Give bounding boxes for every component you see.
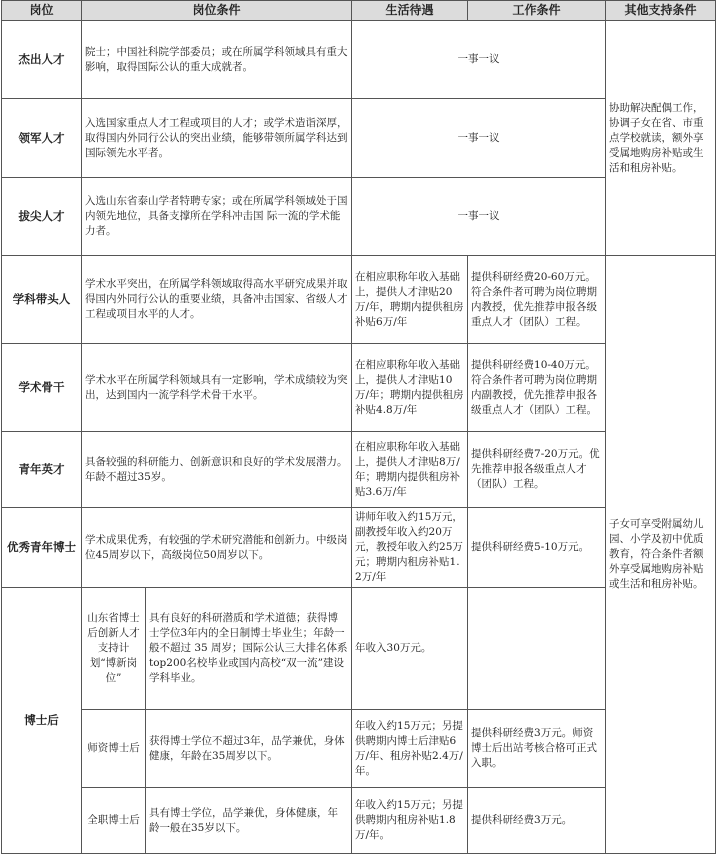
row-daitou (2, 256, 716, 344)
position-name: 学术骨干 (2, 344, 82, 432)
position-name: 学科带头人 (2, 256, 82, 344)
header-conditions: 岗位条件 (82, 1, 352, 21)
case-by-case: 一事一议 (352, 178, 606, 256)
header-row (2, 1, 716, 21)
position-name: 拔尖人才 (2, 178, 82, 256)
position-name: 领军人才 (2, 99, 82, 178)
living-benefit: 年收入30万元。 (352, 588, 468, 710)
position-condition: 具备较强的科研能力、创新意识和良好的学术发展潜力。年龄不超过35岁。 (82, 432, 352, 508)
living-benefit: 在相应职称年收入基础上，提供人才津贴8万/年；聘期内提供租房补贴3.6万/年 (352, 432, 468, 508)
position-condition: 入选山东省泰山学者特聘专家；或在所属学科领域处于国内领先地位，具备支撑所在学科冲击国 际一流的学术能力者。 (82, 178, 352, 256)
header-other: 其他支持条件 (606, 1, 716, 21)
header-work: 工作条件 (468, 1, 606, 21)
sub-position-name: 山东省博士后创新人才支持计划“博新岗位” (82, 588, 146, 710)
living-benefit: 年收入约15万元；另提供聘期内博士后津贴6万/年、租房补贴2.4万/年。 (352, 710, 468, 788)
case-by-case: 一事一议 (352, 99, 606, 178)
position-condition: 院士；中国社科院学部委员；或在所属学科领域具有重大影响，取得国际公认的重大成就者。 (82, 21, 352, 99)
position-name: 杰出人才 (2, 21, 82, 99)
living-benefit: 在相应职称年收入基础上，提供人才津贴20万/年，聘期内提供租房补贴6万/年 (352, 256, 468, 344)
work-condition: 提供科研经费3万元。 (468, 788, 606, 854)
position-condition: 具有良好的科研潜质和学术道德；获得博士学位3年内的全日制博士毕业生；年龄一般不超过 35 周岁；国际公认三大排名体系top200名校毕业或国内高校“双一流”建设学科毕业。 (146, 588, 352, 710)
work-condition: 提供科研经费5-10万元。 (468, 508, 606, 588)
work-condition: 提供科研经费20-60万元。符合条件者可聘为岗位聘期内教授，优先推荐申报各级重点人才（团队）工程。 (468, 256, 606, 344)
position-condition: 具有博士学位，品学兼优，身体健康，年龄一般在35岁以下。 (146, 788, 352, 854)
living-benefit: 讲师年收入约15万元，副教授年收入约20万元，教授年收入约25万元；聘期内租房补贴1.2万/年 (352, 508, 468, 588)
position-condition: 获得博士学位不超过3年，品学兼优，身体健康，年龄在35周岁以下。 (146, 710, 352, 788)
header-living: 生活待遇 (352, 1, 468, 21)
living-benefit: 年收入约15万元；另提供聘期内租房补贴1.8万/年。 (352, 788, 468, 854)
work-condition (468, 588, 606, 710)
position-name: 优秀青年博士 (2, 508, 82, 588)
work-condition: 提供科研经费10-40万元。符合条件者可聘为岗位聘期内副教授，优先推荐申报各级重点人才（团队）工程。 (468, 344, 606, 432)
position-condition: 学术水平突出，在所属学科领域取得高水平研究成果并取得国内外同行公认的重要业绩，具备冲击国家、省级人才工程或项目水平的人才。 (82, 256, 352, 344)
position-name: 青年英才 (2, 432, 82, 508)
sub-position-name: 师资博士后 (82, 710, 146, 788)
position-name: 博士后 (2, 588, 82, 854)
header-position: 岗位 (2, 1, 82, 21)
position-condition: 学术水平在所属学科领域具有一定影响，学术成绩较为突出，达到国内一流学科学术骨干水平。 (82, 344, 352, 432)
other-support-top: 协助解决配偶工作，协调子女在省、市重点学校就读，额外享受属地购房补贴或生活和租房补贴。 (606, 21, 716, 256)
talent-policy-table (1, 0, 716, 854)
case-by-case: 一事一议 (352, 21, 606, 99)
row-jiechu (2, 21, 716, 99)
position-condition: 入选国家重点人才工程或项目的人才；或学术造诣深厚，取得国内外同行公认的突出业绩，能够带领所属学科达到国际领先水平者。 (82, 99, 352, 178)
other-support-bottom: 子女可享受附属幼儿园、小学及初中优质教育，符合条件者额外享受属地购房补贴或生活和租房补贴。 (606, 256, 716, 854)
sub-position-name: 全职博士后 (82, 788, 146, 854)
work-condition: 提供科研经费3万元。师资博士后出站考核合格可正式入职。 (468, 710, 606, 788)
position-condition: 学术成果优秀，有较强的学术研究潜能和创新力。中级岗位45周岁以下，高级岗位50周岁以下。 (82, 508, 352, 588)
work-condition: 提供科研经费7-20万元。优先推荐申报各级重点人才（团队）工程。 (468, 432, 606, 508)
living-benefit: 在相应职称年收入基础上，提供人才津贴10万/年；聘期内提供租房补贴4.8万/年 (352, 344, 468, 432)
